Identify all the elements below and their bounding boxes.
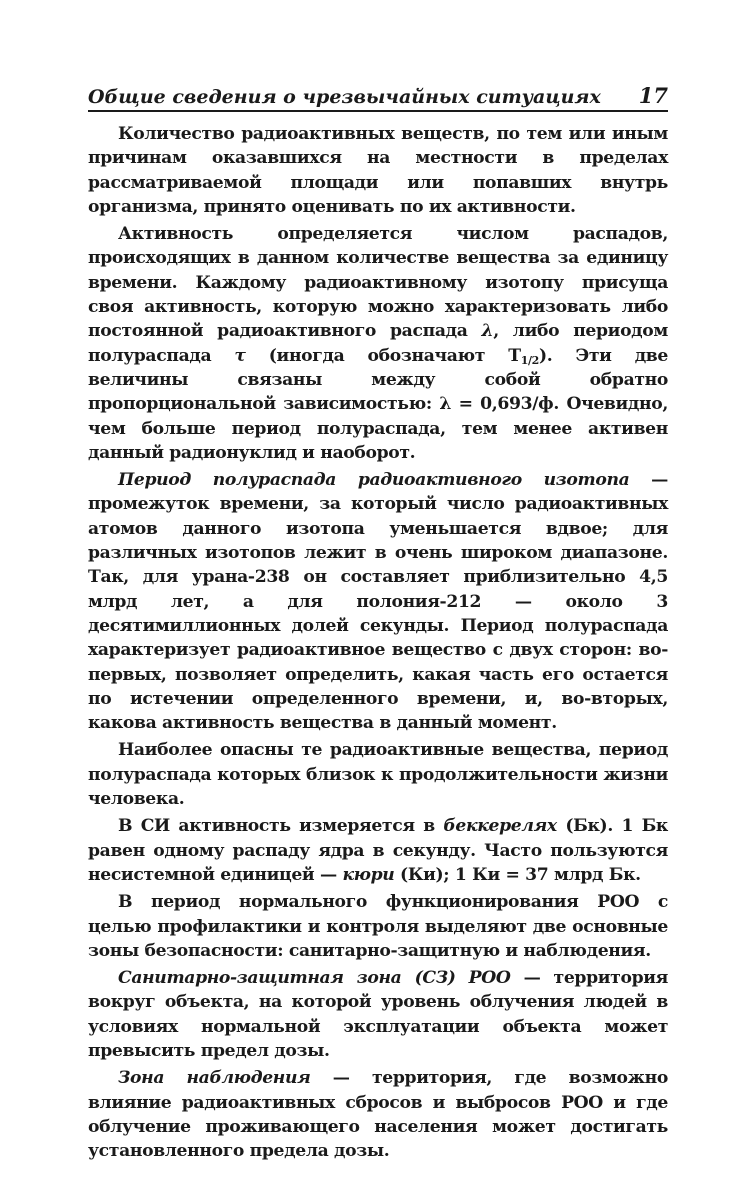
paragraph-most-dangerous: Наиболее опасны те радиоактивные вещества, период полураспада которых близок к продолжительности жизни человека.: [88, 740, 668, 810]
term-curie: кюри: [342, 864, 395, 885]
term-observation-zone: Зона наблюдения: [118, 1068, 311, 1089]
paragraph-safety-zones: В период нормального функционирования РОО с целью профилактики и контроля выделяют две основные зоны безопасности: санитарно-защитную и наблюдения.: [88, 892, 668, 961]
paragraph-observation-zone: Зона наблюдения — территория, где возможно влияние радиоактивных сбросов и выбросов РОО и где облучение проживающего населения может достигать установленного предела дозы.: [88, 1068, 668, 1162]
paragraph-si-units: В СИ активность измеряется в беккерелях (Бк). 1 Бк равен одному распаду ядра в секунду. Часто пользуются несистемной единицей — кюри (Ки); 1 Ки = 37 млрд Бк.: [88, 816, 668, 885]
paragraph-radioactivity-amount: Количество радиоактивных веществ, по тем или иным причинам оказавшихся на местности в пределах рассматриваемой площади или попавших внутрь организма, принято оценивать по их активности.: [88, 124, 668, 217]
book-page: [88, 78, 668, 1166]
paragraph-activity-definition: Активность определяется числом распадов, происходящих в данном количестве вещества за единицу времени. Каждому радиоактивному изотопу присуща своя активность, которую можно характеризовать либо постоянной радиоактивного распада λ, либо периодом полураспада τ (иногда обозначают $T_{1/2}$). Эти две величины связаны между собой обратно пропорциональной зависимостью: λ = 0,693/ф. Очевидно, чем больше период полураспада, тем менее активен данный радионуклид и наоборот.: [88, 224, 668, 463]
running-title: Общие сведения о чрезвычайных ситуациях: [88, 86, 601, 108]
term-half-life: Период полураспада радиоактивного изотопа: [118, 470, 630, 491]
paragraph-sanitary-zone: Санитарно-защитная зона (СЗ) РОО — территория вокруг объекта, на которой уровень облучения людей в условиях нормальной эксплуатации объекта может превысить предел дозы.: [88, 968, 668, 1061]
page-number: 17: [638, 83, 668, 108]
running-header: [88, 78, 668, 112]
body-text: [88, 122, 668, 1163]
term-sanitary-zone: Санитарно-защитная зона (СЗ) РОО: [118, 968, 511, 989]
paragraph-half-life: Период полураспада радиоактивного изотопа — промежуток времени, за который число радиоактивных атомов данного изотопа уменьшается вдвое; для различных изотопов лежит в очень широком диапазоне. Так, для урана-238 он составляет приблизительно 4,5 млрд лет, а для полония-212 — около 3 десятимиллионных долей секунды. Период полураспада характеризует радиоактивное вещество с двух сторон: во-первых, позволяет определить, какая часть его остается по истечении определенного времени, и, во-вторых, какова активность вещества в данный момент.: [88, 470, 668, 734]
term-becquerel: беккерелях: [443, 816, 557, 837]
